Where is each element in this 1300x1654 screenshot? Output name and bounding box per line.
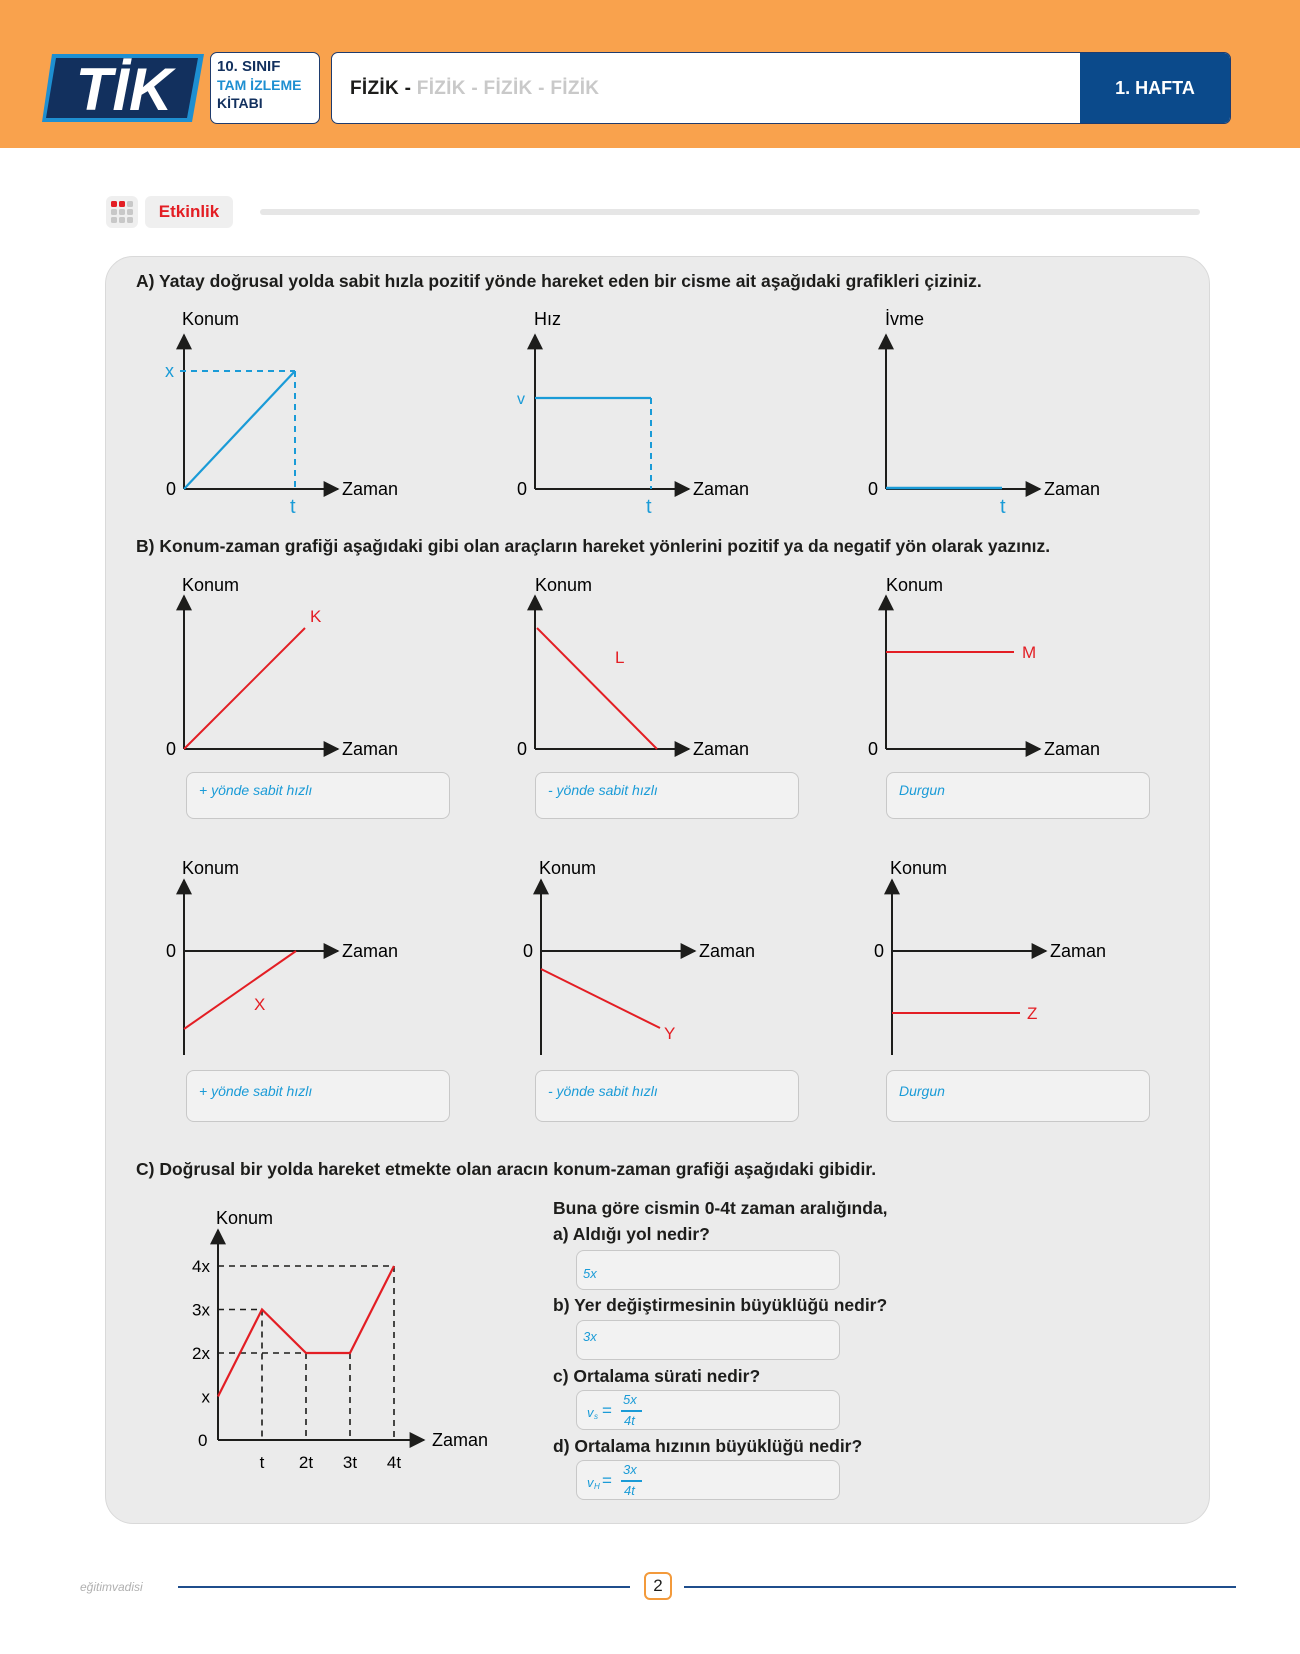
axis-label-y: Konum (535, 575, 593, 595)
answer-box-c-a[interactable] (576, 1250, 840, 1290)
divider (260, 209, 1200, 215)
y-tick-label: 3x (192, 1300, 210, 1320)
graph-y (523, 858, 755, 1055)
axis-label-x: Zaman (1044, 739, 1101, 759)
y-tick-label: 2x (192, 1344, 210, 1363)
answer-sub: s (594, 1412, 598, 1421)
answer-box-c-b[interactable] (576, 1320, 840, 1360)
question-c-c: c) Ortalama sürati nedir? (553, 1366, 761, 1386)
graph-velocity-time (517, 309, 749, 518)
axis-label-y: İvme (885, 309, 925, 329)
fraction-numerator: 5x (623, 1392, 637, 1407)
axis-label-x: Zaman (693, 739, 750, 759)
fraction-bar (621, 1480, 642, 1482)
answer-text: 5x (583, 1266, 597, 1281)
fraction-denominator: 4t (624, 1483, 635, 1498)
answer-var: v (587, 1405, 594, 1420)
origin-label: 0 (517, 739, 528, 759)
origin-label: 0 (874, 941, 885, 961)
fraction-denominator: 4t (624, 1413, 635, 1428)
x-tick-label: 3t (342, 1453, 358, 1470)
origin-label: 0 (517, 479, 528, 499)
origin-label: 0 (868, 739, 879, 759)
subject-title (350, 78, 599, 100)
y-tick-label: 4x (192, 1257, 210, 1276)
axis-label-x: Zaman (342, 479, 399, 499)
answer-box-z[interactable] (886, 1070, 1150, 1122)
answer-text: 3x (583, 1329, 597, 1344)
graph-z (874, 858, 1106, 1055)
x-marker: t (1000, 496, 1006, 518)
line-label: L (615, 648, 625, 667)
line-label: Y (664, 1024, 676, 1043)
answer-text: Durgun (899, 1083, 945, 1099)
axis-label-y: Konum (182, 575, 240, 595)
subject-rest: FİZİK - FİZİK - FİZİK (411, 78, 600, 99)
y-marker: x (165, 361, 174, 381)
x-marker: t (290, 496, 296, 518)
answer-box-c-c[interactable] (576, 1390, 840, 1430)
question-c-b: b) Yer değiştirmesinin büyüklüğü nedir? (553, 1295, 888, 1315)
svg-text:TİK: TİK (75, 56, 173, 123)
question-c-d: d) Ortalama hızının büyüklüğü nedir? (553, 1436, 863, 1456)
x-tick-label: 2t (298, 1453, 314, 1470)
footer-divider (684, 1586, 1236, 1588)
axis-label-y: Konum (216, 1208, 274, 1228)
x-tick-label: t (259, 1453, 265, 1470)
subject-current: FİZİK - (350, 78, 412, 99)
axis-label-y: Konum (182, 309, 240, 329)
equals-sign: = (602, 1401, 612, 1420)
answer-box-x[interactable] (186, 1070, 450, 1122)
graph-c-x-ticks (260, 1453, 402, 1470)
graph-position-time (165, 309, 398, 518)
question-c-a: a) Aldığı yol nedir? (553, 1224, 710, 1244)
x-tick-label: 4t (386, 1453, 402, 1470)
axis-label-x: Zaman (1044, 479, 1101, 499)
section-b-graphs-row2 (150, 858, 1150, 1058)
answer-text: - yönde sabit hızlı (548, 782, 658, 798)
graph-acceleration-time (868, 309, 1100, 518)
answer-text: Durgun (899, 782, 945, 798)
question-b: B) Konum-zaman grafiği aşağıdaki gibi olan araçların hareket yönlerini pozitif ya da negatif yön olarak yazınız. (136, 536, 1051, 556)
y-marker: v (517, 391, 525, 408)
axis-label-y: Konum (890, 858, 948, 878)
y-tick-label: x (201, 1387, 210, 1407)
fraction-numerator: 3x (623, 1462, 637, 1477)
axis-label-y: Konum (886, 575, 944, 595)
week-label: 1. HAFTA (1080, 53, 1230, 123)
line-label: X (254, 995, 266, 1014)
grade-line: KİTABI (217, 95, 263, 111)
graph-x (166, 858, 398, 1055)
graph-c-y-ticks (192, 1257, 210, 1407)
answer-var: v (587, 1475, 594, 1490)
axis-label-x: Zaman (342, 941, 399, 961)
question-a: A) Yatay doğrusal yolda sabit hızla pozitif yönde hareket eden bir cisme ait aşağıdaki grafikleri çiziniz. (136, 271, 982, 291)
axis-label-y: Hız (534, 309, 561, 329)
answer-text: + yönde sabit hızlı (199, 1083, 313, 1099)
grid-icon (106, 196, 138, 228)
footer-divider (178, 1586, 630, 1588)
section-b-graphs-row1 (150, 570, 1150, 770)
question-c: C) Doğrusal bir yolda hareket etmekte olan aracın konum-zaman grafiği aşağıdaki gibidir. (136, 1159, 877, 1179)
origin-label: 0 (166, 739, 177, 759)
fraction-bar (621, 1410, 642, 1412)
activity-label: Etkinlik (145, 196, 233, 228)
subject-box (331, 52, 1231, 124)
answer-text: - yönde sabit hızlı (548, 1083, 658, 1099)
origin-label: 0 (523, 941, 534, 961)
answer-box-y[interactable] (535, 1070, 799, 1122)
x-marker: t (646, 496, 652, 518)
axis-label-x: Zaman (342, 739, 399, 759)
origin-label: 0 (868, 479, 879, 499)
axis-label-x: Zaman (699, 941, 756, 961)
axis-label-x: Zaman (1050, 941, 1107, 961)
graph-m (868, 575, 1100, 759)
answer-box-m[interactable] (886, 772, 1150, 819)
origin-label: 0 (166, 941, 177, 961)
graph-c (170, 1200, 500, 1470)
axis-label-y: Konum (539, 858, 597, 878)
grade-line: 10. SINIF (217, 58, 281, 75)
line-label: K (310, 607, 322, 626)
line-label: M (1022, 643, 1037, 662)
section-a-graphs (150, 305, 1150, 520)
answer-box-k[interactable] (186, 772, 450, 819)
axis-label-x: Zaman (693, 479, 750, 499)
grade-line: TAM İZLEME (217, 77, 302, 93)
graph-k (166, 575, 398, 759)
question-c-intro: Buna göre cismin 0-4t zaman aralığında, (553, 1198, 888, 1218)
answer-box-c-d[interactable] (576, 1460, 840, 1500)
origin-label: 0 (166, 479, 177, 499)
line-label: Z (1027, 1004, 1038, 1023)
equals-sign: = (602, 1471, 612, 1490)
answer-sub: H (594, 1482, 600, 1491)
axis-label-y: Konum (182, 858, 240, 878)
brand-logo: eğitimvadisi (80, 1580, 143, 1594)
origin-label: 0 (198, 1431, 208, 1450)
tik-logo (42, 50, 207, 126)
page-number: 2 (644, 1572, 672, 1600)
graph-l (517, 575, 749, 759)
axis-label-x: Zaman (432, 1430, 489, 1450)
answer-box-l[interactable] (535, 772, 799, 819)
answer-text: + yönde sabit hızlı (199, 782, 313, 798)
grade-box (210, 52, 320, 124)
